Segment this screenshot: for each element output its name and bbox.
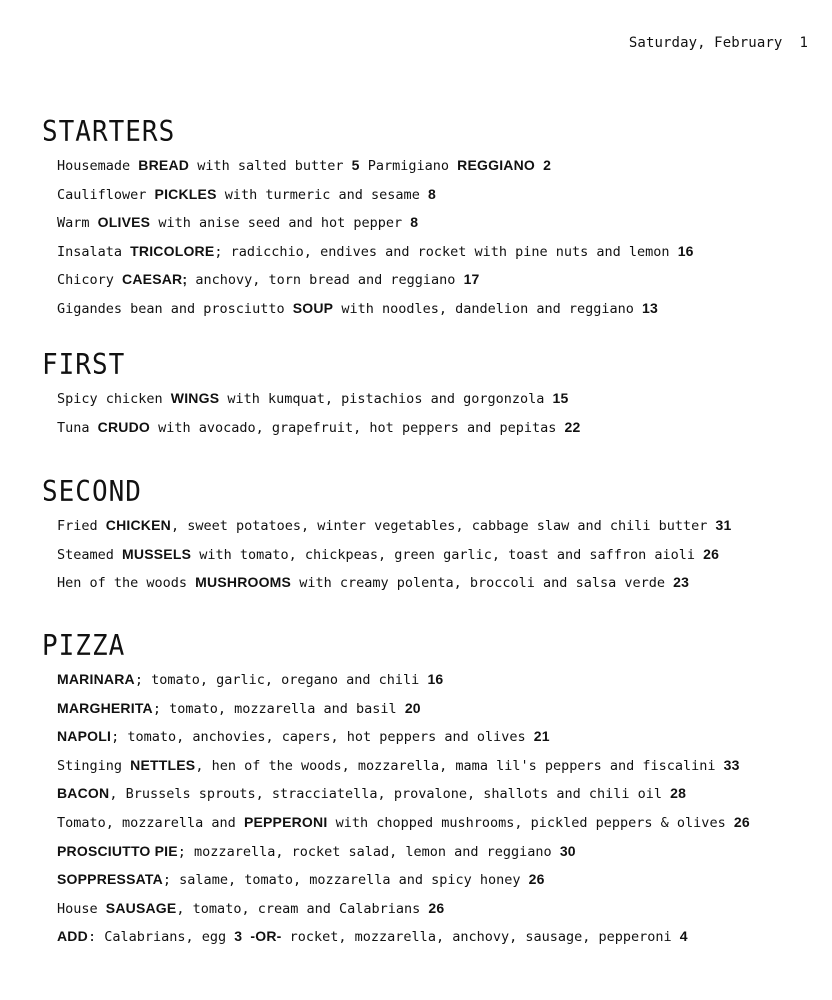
section-first [42, 349, 822, 442]
menu-item-text: with anise seed and hot pepper [150, 215, 411, 232]
menu-item-emphasis: 23 [673, 574, 690, 591]
menu-item-emphasis: PICKLES [154, 185, 217, 202]
menu-item-text: , Brussels sprouts, stracciatella, provalone, shallots and chili oil [109, 786, 671, 803]
menu-item-emphasis: 4 [679, 928, 688, 945]
menu-item-emphasis: NETTLES [130, 756, 196, 773]
menu-item-text: , sweet potatoes, winter vegetables, cabbage slaw and chili butter [170, 518, 716, 534]
menu-item-text: Tuna [57, 419, 98, 436]
menu-item-text: Chicory [57, 272, 123, 289]
menu-item-text: Housemade [57, 158, 139, 174]
menu-item [57, 541, 822, 570]
menu-item-emphasis: MUSHROOMS [195, 574, 292, 591]
menu-item [57, 266, 822, 295]
menu-item-text: Stinging [57, 757, 131, 774]
menu-item-emphasis: 26 [528, 871, 545, 888]
menu-item-text [535, 158, 543, 174]
menu-item-text: ; tomato, garlic, oregano and chili [134, 672, 428, 688]
menu-item-text: Gigandes bean and prosciutto [57, 300, 293, 317]
menu-item-text: with avocado, grapefruit, hot peppers and pepitas [149, 419, 565, 436]
menu-item [57, 666, 822, 695]
menu-item-emphasis: MARGHERITA [57, 699, 153, 716]
menu-item-text: ; salame, tomato, mozzarella and spicy honey [162, 872, 529, 889]
menu-item-text: ; radicchio, endives and rocket with pine nuts and lemon [214, 243, 678, 260]
menu-item-text: anchovy, torn bread and reggiano [187, 272, 464, 289]
menu-item-list [42, 152, 822, 324]
menu-item [57, 723, 822, 752]
menu-item-emphasis: SAUSAGE [105, 899, 177, 916]
menu-item-emphasis: 15 [552, 390, 569, 406]
menu-item [57, 923, 822, 952]
menu-item-emphasis: 30 [559, 842, 576, 859]
menu-item-emphasis: 17 [463, 271, 480, 288]
menu-item [57, 809, 822, 838]
menu-item-emphasis: 22 [564, 418, 581, 435]
menu-item-text: Spicy chicken [57, 391, 171, 407]
menu-item-text: with kumquat, pistachios and gorgonzola [219, 391, 553, 407]
section-title: SECOND [42, 476, 142, 509]
menu-item-text: House [57, 900, 106, 917]
menu-item-text: Fried [57, 518, 106, 534]
menu-item-emphasis: WINGS [170, 390, 220, 406]
menu-item-text: with tomato, chickpeas, green garlic, toast and saffron aioli [191, 546, 704, 563]
menu-item-list [42, 666, 822, 952]
menu-item-emphasis: 21 [533, 728, 550, 745]
menu-item-emphasis: OLIVES [97, 214, 151, 231]
menu-item-emphasis: MUSSELS [122, 545, 192, 562]
menu-item [57, 838, 822, 867]
section-title: STARTERS [42, 116, 176, 149]
menu-item-text: Warm [57, 215, 98, 232]
menu-item-emphasis: BACON [57, 785, 110, 802]
menu-item-emphasis: 13 [642, 299, 659, 316]
menu-item-text: , tomato, cream and Calabrians [176, 900, 429, 917]
menu-item-emphasis: 26 [703, 545, 720, 562]
menu-item [57, 238, 822, 267]
menu-item [57, 152, 822, 181]
menu-item [57, 512, 822, 541]
menu-item [57, 209, 822, 238]
menu-item-text: Insalata [57, 243, 131, 260]
menu-date: Saturday, February 1 [628, 35, 808, 51]
menu-item-emphasis: TRICOLORE [130, 242, 215, 259]
menu-item-text: Parmigiano [359, 158, 458, 174]
menu-item-emphasis: NAPOLI [57, 728, 112, 745]
menu-item [57, 569, 822, 598]
section-title: PIZZA [42, 630, 126, 663]
menu-item [57, 385, 822, 414]
menu-item-text: ; tomato, mozzarella and basil [152, 700, 405, 717]
menu-item-emphasis: 33 [723, 756, 740, 773]
menu-item [57, 181, 822, 210]
menu-item-emphasis: SOUP [292, 299, 334, 316]
menu-item [57, 866, 822, 895]
section-title: FIRST [42, 349, 126, 382]
menu-item-emphasis: -OR- [250, 928, 282, 945]
menu-item-emphasis: 26 [733, 813, 750, 830]
menu-item [57, 414, 822, 443]
menu-item-emphasis: 16 [677, 242, 694, 259]
menu-item-emphasis: PEPPERONI [243, 813, 328, 830]
menu-item-list [42, 512, 822, 598]
menu-item-emphasis: 31 [715, 517, 732, 533]
menu-item-text: : Calabrians, egg [87, 929, 235, 946]
menu-item-emphasis: 8 [427, 185, 436, 202]
menu-item-emphasis: SOPPRESSATA [57, 871, 163, 888]
menu-item-emphasis: CAESAR; [122, 271, 188, 288]
menu-item-emphasis: 3 [234, 928, 243, 945]
menu-item [57, 895, 822, 924]
menu-item-text: with turmeric and sesame [216, 186, 428, 203]
menu-item-emphasis: ADD [57, 928, 88, 945]
menu-item-text: with salted butter [189, 158, 352, 174]
menu-item-list [42, 385, 822, 442]
menu-item-emphasis: 5 [351, 157, 360, 173]
menu-item-emphasis: CHICKEN [105, 517, 171, 533]
menu-item-text: Hen of the woods [57, 575, 196, 592]
menu-item-text: Tomato, mozzarella and [57, 814, 244, 831]
menu-item-emphasis: MARINARA [57, 671, 135, 687]
menu-item [57, 695, 822, 724]
menu-item-text: with creamy polenta, broccoli and salsa verde [291, 575, 674, 592]
menu-item-emphasis: 2 [543, 157, 552, 173]
menu-item-emphasis: 26 [428, 899, 445, 916]
menu-item [57, 295, 822, 324]
section-starters [42, 116, 822, 324]
section-pizza [42, 630, 822, 952]
menu-item-emphasis: 8 [410, 214, 419, 231]
section-second [42, 476, 822, 598]
menu-item-text: with chopped mushrooms, pickled peppers & olives [327, 814, 734, 831]
menu-item [57, 780, 822, 809]
menu-item-text: ; mozzarella, rocket salad, lemon and reggiano [177, 843, 560, 860]
menu-item-text: , hen of the woods, mozzarella, mama lil's peppers and fiscalini [195, 757, 724, 774]
menu-item-emphasis: PROSCIUTTO PIE [57, 842, 178, 859]
menu-item-text: with noodles, dandelion and reggiano [333, 300, 643, 317]
menu-item-text: rocket, mozzarella, anchovy, sausage, pepperoni [281, 929, 680, 946]
menu-item-text: Cauliflower [57, 186, 155, 203]
menu-item-emphasis: CRUDO [97, 418, 150, 435]
menu-item-emphasis: 16 [427, 671, 444, 687]
menu-item-text: Steamed [57, 546, 123, 563]
menu-item-emphasis: 28 [670, 785, 687, 802]
menu-item-emphasis: REGGIANO [457, 157, 535, 173]
menu-item-text: ; tomato, anchovies, capers, hot peppers and olives [111, 729, 534, 746]
menu-item-emphasis: 20 [404, 699, 421, 716]
menu-item-emphasis: BREAD [138, 157, 190, 173]
menu-item [57, 752, 822, 781]
